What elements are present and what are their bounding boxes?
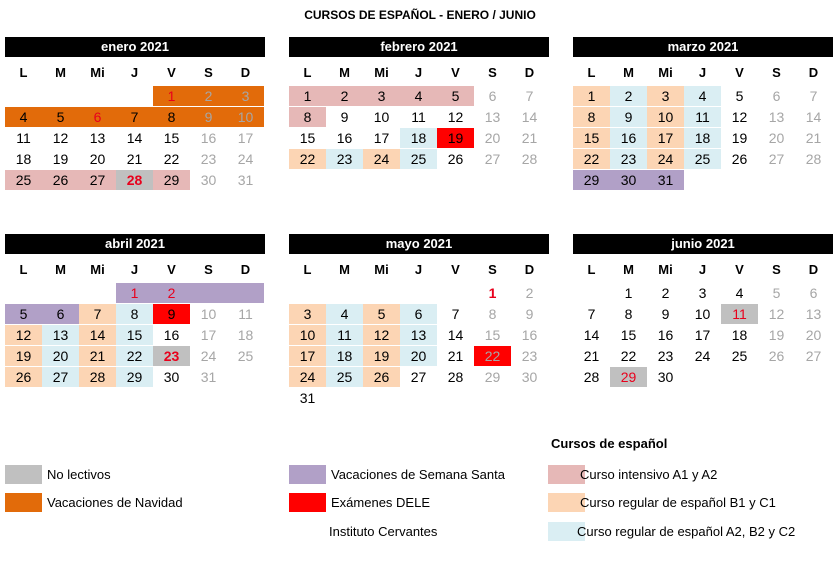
day-cell: 20 [89,151,106,167]
weekday-label: D [524,65,535,80]
day-cell: 5 [363,304,400,324]
day-cell: 15 [299,130,316,146]
weekday-label: L [19,262,28,277]
day-cell: 28 [805,151,822,167]
day-cell: 7 [116,107,153,127]
day-cell: 29 [573,170,610,190]
weekday-label: M [623,262,634,277]
day-cell: 18 [326,346,363,366]
day-cell: 20 [484,130,501,146]
day-cell: 9 [661,306,670,322]
day-cell: 18 [684,128,721,148]
day-cell: 30 [200,172,217,188]
legend-courses-heading: Cursos de español [551,436,668,451]
legend-label-a2: Curso regular de español A2, B2 y C2 [577,524,796,539]
weekday-label: L [303,262,312,277]
day-cell: 23 [153,346,190,366]
day-cell: 27 [410,369,427,385]
day-cell: 14 [805,109,822,125]
weekday-label: M [339,65,350,80]
day-cell: 4 [326,304,363,324]
day-cell: 13 [89,130,106,146]
legend-swatch-navidad [5,493,42,512]
weekday-label: L [587,65,596,80]
day-cell: 16 [163,327,180,343]
month-5 [573,234,833,385]
day-cell: 5 [772,285,781,301]
day-cell: 6 [79,107,116,127]
day-cell: 21 [79,346,116,366]
day-cell: 28 [583,369,600,385]
month-3 [5,234,265,385]
day-cell: 6 [42,304,79,324]
day-cell: 1 [289,86,326,106]
month-0 [5,37,265,188]
day-cell: 23 [657,348,674,364]
weekday-label: S [772,65,781,80]
day-cell: 15 [484,327,501,343]
day-cell: 31 [299,390,316,406]
weekday-label: J [698,262,707,277]
day-cell: 8 [153,107,190,127]
day-cell: 8 [624,306,633,322]
day-cell: 20 [768,130,785,146]
day-cell: 24 [647,149,684,169]
day-cell: 1 [573,86,610,106]
weekday-label: Mi [90,65,105,80]
day-cell: 10 [373,109,390,125]
month-header: mayo 2021 [289,234,549,254]
day-cell: 11 [16,130,31,146]
day-cell: 20 [400,346,437,366]
day-cell: 6 [809,285,818,301]
weekday-label: D [240,65,251,80]
day-cell [227,283,264,303]
day-cell: 18 [400,128,437,148]
weekday-label: V [167,65,176,80]
day-cell: 23 [610,149,647,169]
day-cell: 28 [116,170,153,190]
day-cell: 2 [153,283,190,303]
day-cell: 18 [731,327,748,343]
day-cell: 14 [447,327,464,343]
weekday-label: M [55,65,66,80]
day-cell: 7 [525,88,534,104]
day-cell: 11 [326,325,363,345]
day-cell: 5 [735,88,744,104]
legend-label-semana-santa: Vacaciones de Semana Santa [331,467,505,482]
day-cell: 22 [620,348,637,364]
day-cell: 29 [116,367,153,387]
weekday-label: D [808,262,819,277]
day-cell: 31 [237,172,254,188]
legend-label-b1c1: Curso regular de español B1 y C1 [580,495,776,510]
day-cell: 3 [289,304,326,324]
weekday-label: Mi [658,65,673,80]
day-cell: 16 [200,130,217,146]
day-cell: 12 [363,325,400,345]
weekday-label: J [414,262,423,277]
day-cell: 5 [437,86,474,106]
day-cell: 22 [163,151,180,167]
day-cell: 5 [5,304,42,324]
weekday-label: V [167,262,176,277]
day-cell [190,283,227,303]
day-cell: 7 [587,306,596,322]
day-cell: 10 [200,306,217,322]
day-cell: 21 [805,130,822,146]
day-cell: 7 [809,88,818,104]
day-cell: 12 [731,109,748,125]
day-cell: 21 [521,130,538,146]
day-cell: 13 [768,109,785,125]
day-cell: 17 [237,130,254,146]
legend-label-instituto: Instituto Cervantes [329,524,438,539]
day-cell: 30 [521,369,538,385]
day-cell: 30 [657,369,674,385]
day-cell: 5 [42,107,79,127]
weekday-label: J [130,65,139,80]
weekday-label: L [19,65,28,80]
day-cell: 25 [731,348,748,364]
day-cell: 10 [227,107,264,127]
day-cell: 24 [237,151,254,167]
weekday-label: V [735,262,744,277]
day-cell: 4 [684,86,721,106]
day-cell: 31 [200,369,217,385]
weekday-label: L [303,65,312,80]
day-cell: 4 [5,107,42,127]
day-cell: 7 [79,304,116,324]
weekday-label: M [623,65,634,80]
legend-label-dele: Exámenes DELE [331,495,430,510]
day-cell: 25 [684,149,721,169]
day-cell: 4 [400,86,437,106]
weekday-label: M [55,262,66,277]
day-cell: 10 [647,107,684,127]
day-cell: 21 [583,348,600,364]
day-cell: 12 [447,109,464,125]
month-header: marzo 2021 [573,37,833,57]
day-cell: 27 [42,367,79,387]
day-cell: 26 [363,367,400,387]
day-cell: 16 [610,128,647,148]
day-cell: 2 [661,285,670,301]
month-header: abril 2021 [5,234,265,254]
day-cell: 28 [79,367,116,387]
day-cell: 14 [583,327,600,343]
day-cell: 2 [190,86,227,106]
weekday-label: S [204,262,213,277]
day-cell: 27 [805,348,822,364]
day-cell: 15 [573,128,610,148]
day-cell: 11 [721,304,758,324]
day-cell: 29 [610,367,647,387]
day-cell: 17 [694,327,711,343]
weekday-label: M [339,262,350,277]
day-cell: 30 [163,369,180,385]
day-cell: 9 [340,109,349,125]
weekday-label: Mi [374,65,389,80]
month-header: enero 2021 [5,37,265,57]
weekday-label: V [451,262,460,277]
day-cell: 24 [363,149,400,169]
day-cell: 22 [289,149,326,169]
day-cell: 3 [227,86,264,106]
day-cell: 9 [525,306,534,322]
weekday-label: Mi [658,262,673,277]
day-cell: 14 [126,130,143,146]
day-cell: 22 [474,346,511,366]
legend-label-no-lectivos: No lectivos [47,467,111,482]
day-cell: 19 [731,130,748,146]
weekday-label: S [488,262,497,277]
day-cell: 9 [190,107,227,127]
day-cell: 26 [5,367,42,387]
day-cell: 11 [411,109,426,125]
day-cell: 28 [447,369,464,385]
day-cell: 3 [363,86,400,106]
day-cell: 13 [400,325,437,345]
weekday-label: V [735,65,744,80]
day-cell: 12 [5,325,42,345]
weekday-label: D [524,262,535,277]
day-cell: 6 [772,88,781,104]
day-cell: 22 [573,149,610,169]
legend-swatch-semana-santa [289,465,326,484]
day-cell: 16 [657,327,674,343]
day-cell: 8 [488,306,497,322]
day-cell: 29 [153,170,190,190]
day-cell: 14 [79,325,116,345]
month-4 [289,234,549,406]
day-cell: 16 [336,130,353,146]
day-cell: 8 [116,304,153,324]
day-cell: 17 [373,130,390,146]
legend-swatch-no-lectivos [5,465,42,484]
day-cell: 8 [289,107,326,127]
weekday-label: Mi [90,262,105,277]
day-cell: 1 [488,285,497,301]
day-cell: 4 [735,285,744,301]
day-cell: 19 [363,346,400,366]
day-cell: 24 [200,348,217,364]
legend-swatch-dele [289,493,326,512]
weekday-label: J [130,262,139,277]
day-cell: 25 [5,170,42,190]
day-cell: 30 [610,170,647,190]
day-cell: 15 [163,130,180,146]
day-cell: 8 [573,107,610,127]
day-cell: 25 [326,367,363,387]
day-cell: 9 [610,107,647,127]
day-cell: 13 [484,109,501,125]
day-cell: 31 [647,170,684,190]
day-cell: 13 [42,325,79,345]
day-cell: 21 [447,348,464,364]
weekday-label: J [698,65,707,80]
day-cell: 26 [42,170,79,190]
day-cell: 19 [768,327,785,343]
day-cell: 14 [521,109,538,125]
day-cell: 12 [768,306,785,322]
page-title: CURSOS DE ESPAÑOL - ENERO / JUNIO [304,8,536,22]
day-cell: 7 [451,306,460,322]
day-cell: 24 [694,348,711,364]
day-cell: 3 [698,285,707,301]
day-cell: 27 [79,170,116,190]
day-cell: 26 [447,151,464,167]
day-cell: 2 [610,86,647,106]
day-cell: 15 [620,327,637,343]
weekday-label: L [587,262,596,277]
day-cell: 18 [15,151,32,167]
weekday-label: Mi [374,262,389,277]
day-cell: 24 [289,367,326,387]
day-cell: 25 [237,348,254,364]
day-cell: 20 [42,346,79,366]
day-cell: 27 [768,151,785,167]
day-cell: 22 [116,346,153,366]
day-cell: 20 [805,327,822,343]
day-cell: 17 [647,128,684,148]
day-cell: 15 [116,325,153,345]
day-cell: 21 [126,151,143,167]
day-cell: 17 [200,327,217,343]
day-cell: 17 [289,346,326,366]
day-cell: 23 [200,151,217,167]
day-cell: 2 [525,285,534,301]
day-cell: 3 [647,86,684,106]
weekday-label: V [451,65,460,80]
weekday-label: S [488,65,497,80]
day-cell: 23 [521,348,538,364]
day-cell: 1 [116,283,153,303]
day-cell: 23 [326,149,363,169]
day-cell: 26 [731,151,748,167]
day-cell: 25 [400,149,437,169]
month-2 [573,37,833,188]
legend-label-navidad: Vacaciones de Navidad [47,495,183,510]
weekday-label: S [204,65,213,80]
day-cell: 1 [153,86,190,106]
day-cell: 18 [237,327,254,343]
month-1 [289,37,549,167]
day-cell: 6 [488,88,497,104]
day-cell: 10 [694,306,711,322]
weekday-label: D [240,262,251,277]
day-cell: 19 [52,151,69,167]
day-cell: 27 [484,151,501,167]
day-cell: 2 [326,86,363,106]
day-cell: 10 [289,325,326,345]
day-cell: 11 [238,306,253,322]
day-cell: 19 [437,128,474,148]
day-cell: 19 [5,346,42,366]
weekday-label: J [414,65,423,80]
weekday-label: S [772,262,781,277]
day-cell: 13 [805,306,822,322]
day-cell: 16 [521,327,538,343]
day-cell: 28 [521,151,538,167]
day-cell: 1 [624,285,633,301]
day-cell: 6 [400,304,437,324]
legend-label-intensivo: Curso intensivo A1 y A2 [580,467,718,482]
day-cell: 11 [684,107,721,127]
day-cell: 26 [768,348,785,364]
month-header: febrero 2021 [289,37,549,57]
weekday-label: D [808,65,819,80]
day-cell: 9 [153,304,190,324]
day-cell: 12 [52,130,69,146]
month-header: junio 2021 [573,234,833,254]
day-cell: 29 [484,369,501,385]
